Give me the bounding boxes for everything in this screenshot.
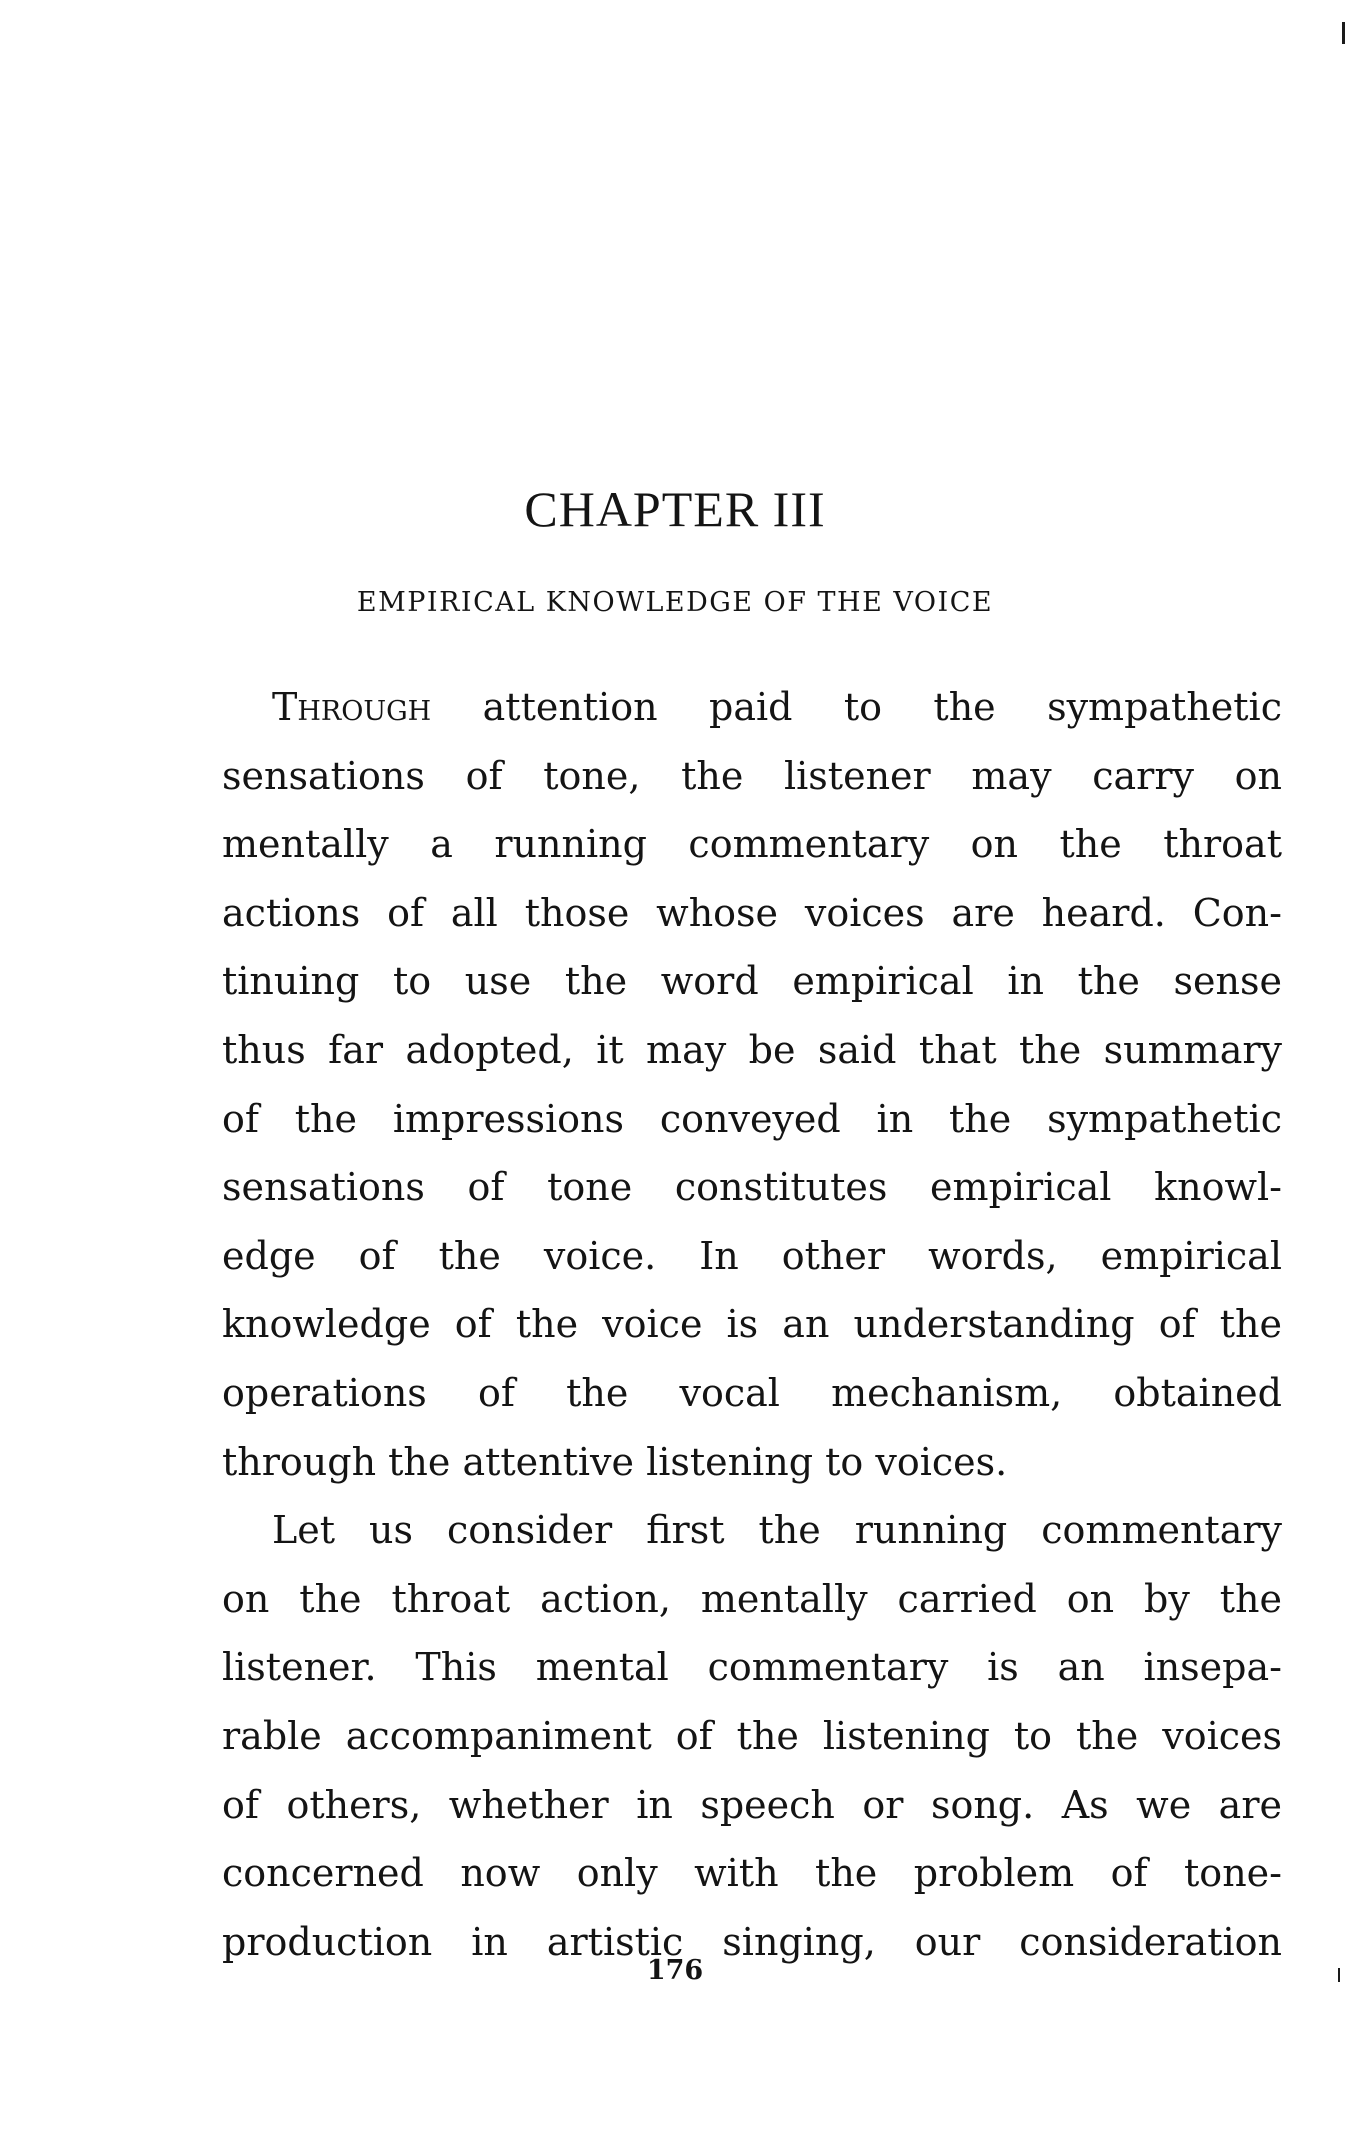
- margin-mark: [1342, 22, 1345, 44]
- text-line: operations of the vocal mechanism, obtained: [222, 1370, 1282, 1415]
- text-line: Through attention paid to the sympathetic: [272, 685, 1282, 729]
- text-line: edge of the voice. In other words, empirical: [222, 1233, 1282, 1278]
- text-line: sensations of tone, the listener may carry on: [222, 753, 1282, 798]
- page-number: 176: [646, 1955, 704, 1986]
- lead-word: Through: [272, 685, 432, 729]
- text-line: tinuing to use the word empirical in the sense: [222, 959, 1282, 1004]
- text-line: Let us consider first the running commentary: [272, 1508, 1282, 1553]
- text-line: on the throat action, mentally carried on by the: [222, 1576, 1282, 1621]
- text-line: sensations of tone constitutes empirical knowl-: [222, 1165, 1282, 1210]
- text-line: knowledge of the voice is an understanding of the: [222, 1302, 1282, 1347]
- text-line: of the impressions conveyed in the sympathetic: [222, 1096, 1282, 1141]
- text-line: mentally a running commentary on the throat: [222, 822, 1282, 867]
- text-line: actions of all those whose voices are heard. Con-: [222, 890, 1282, 935]
- paragraph-1: [222, 673, 1282, 1496]
- text-line: rable accompaniment of the listening to the voices: [222, 1713, 1282, 1758]
- chapter-heading: CHAPTER III: [524, 481, 826, 537]
- text-line: thus far adopted, it may be said that the summary: [222, 1027, 1282, 1072]
- text-line: of others, whether in speech or song. As we are: [222, 1782, 1282, 1827]
- text-line: through the attentive listening to voices.: [222, 1439, 1008, 1484]
- body-text: [222, 673, 1282, 1976]
- paragraph-2: [222, 1496, 1282, 1976]
- chapter-title: EMPIRICAL KNOWLEDGE OF THE VOICE: [356, 587, 994, 618]
- text-line: production in artistic singing, our consideration: [222, 1919, 1282, 1964]
- text-line: concerned now only with the problem of tone-: [222, 1851, 1282, 1896]
- text-line: listener. This mental commentary is an insepa-: [222, 1645, 1282, 1690]
